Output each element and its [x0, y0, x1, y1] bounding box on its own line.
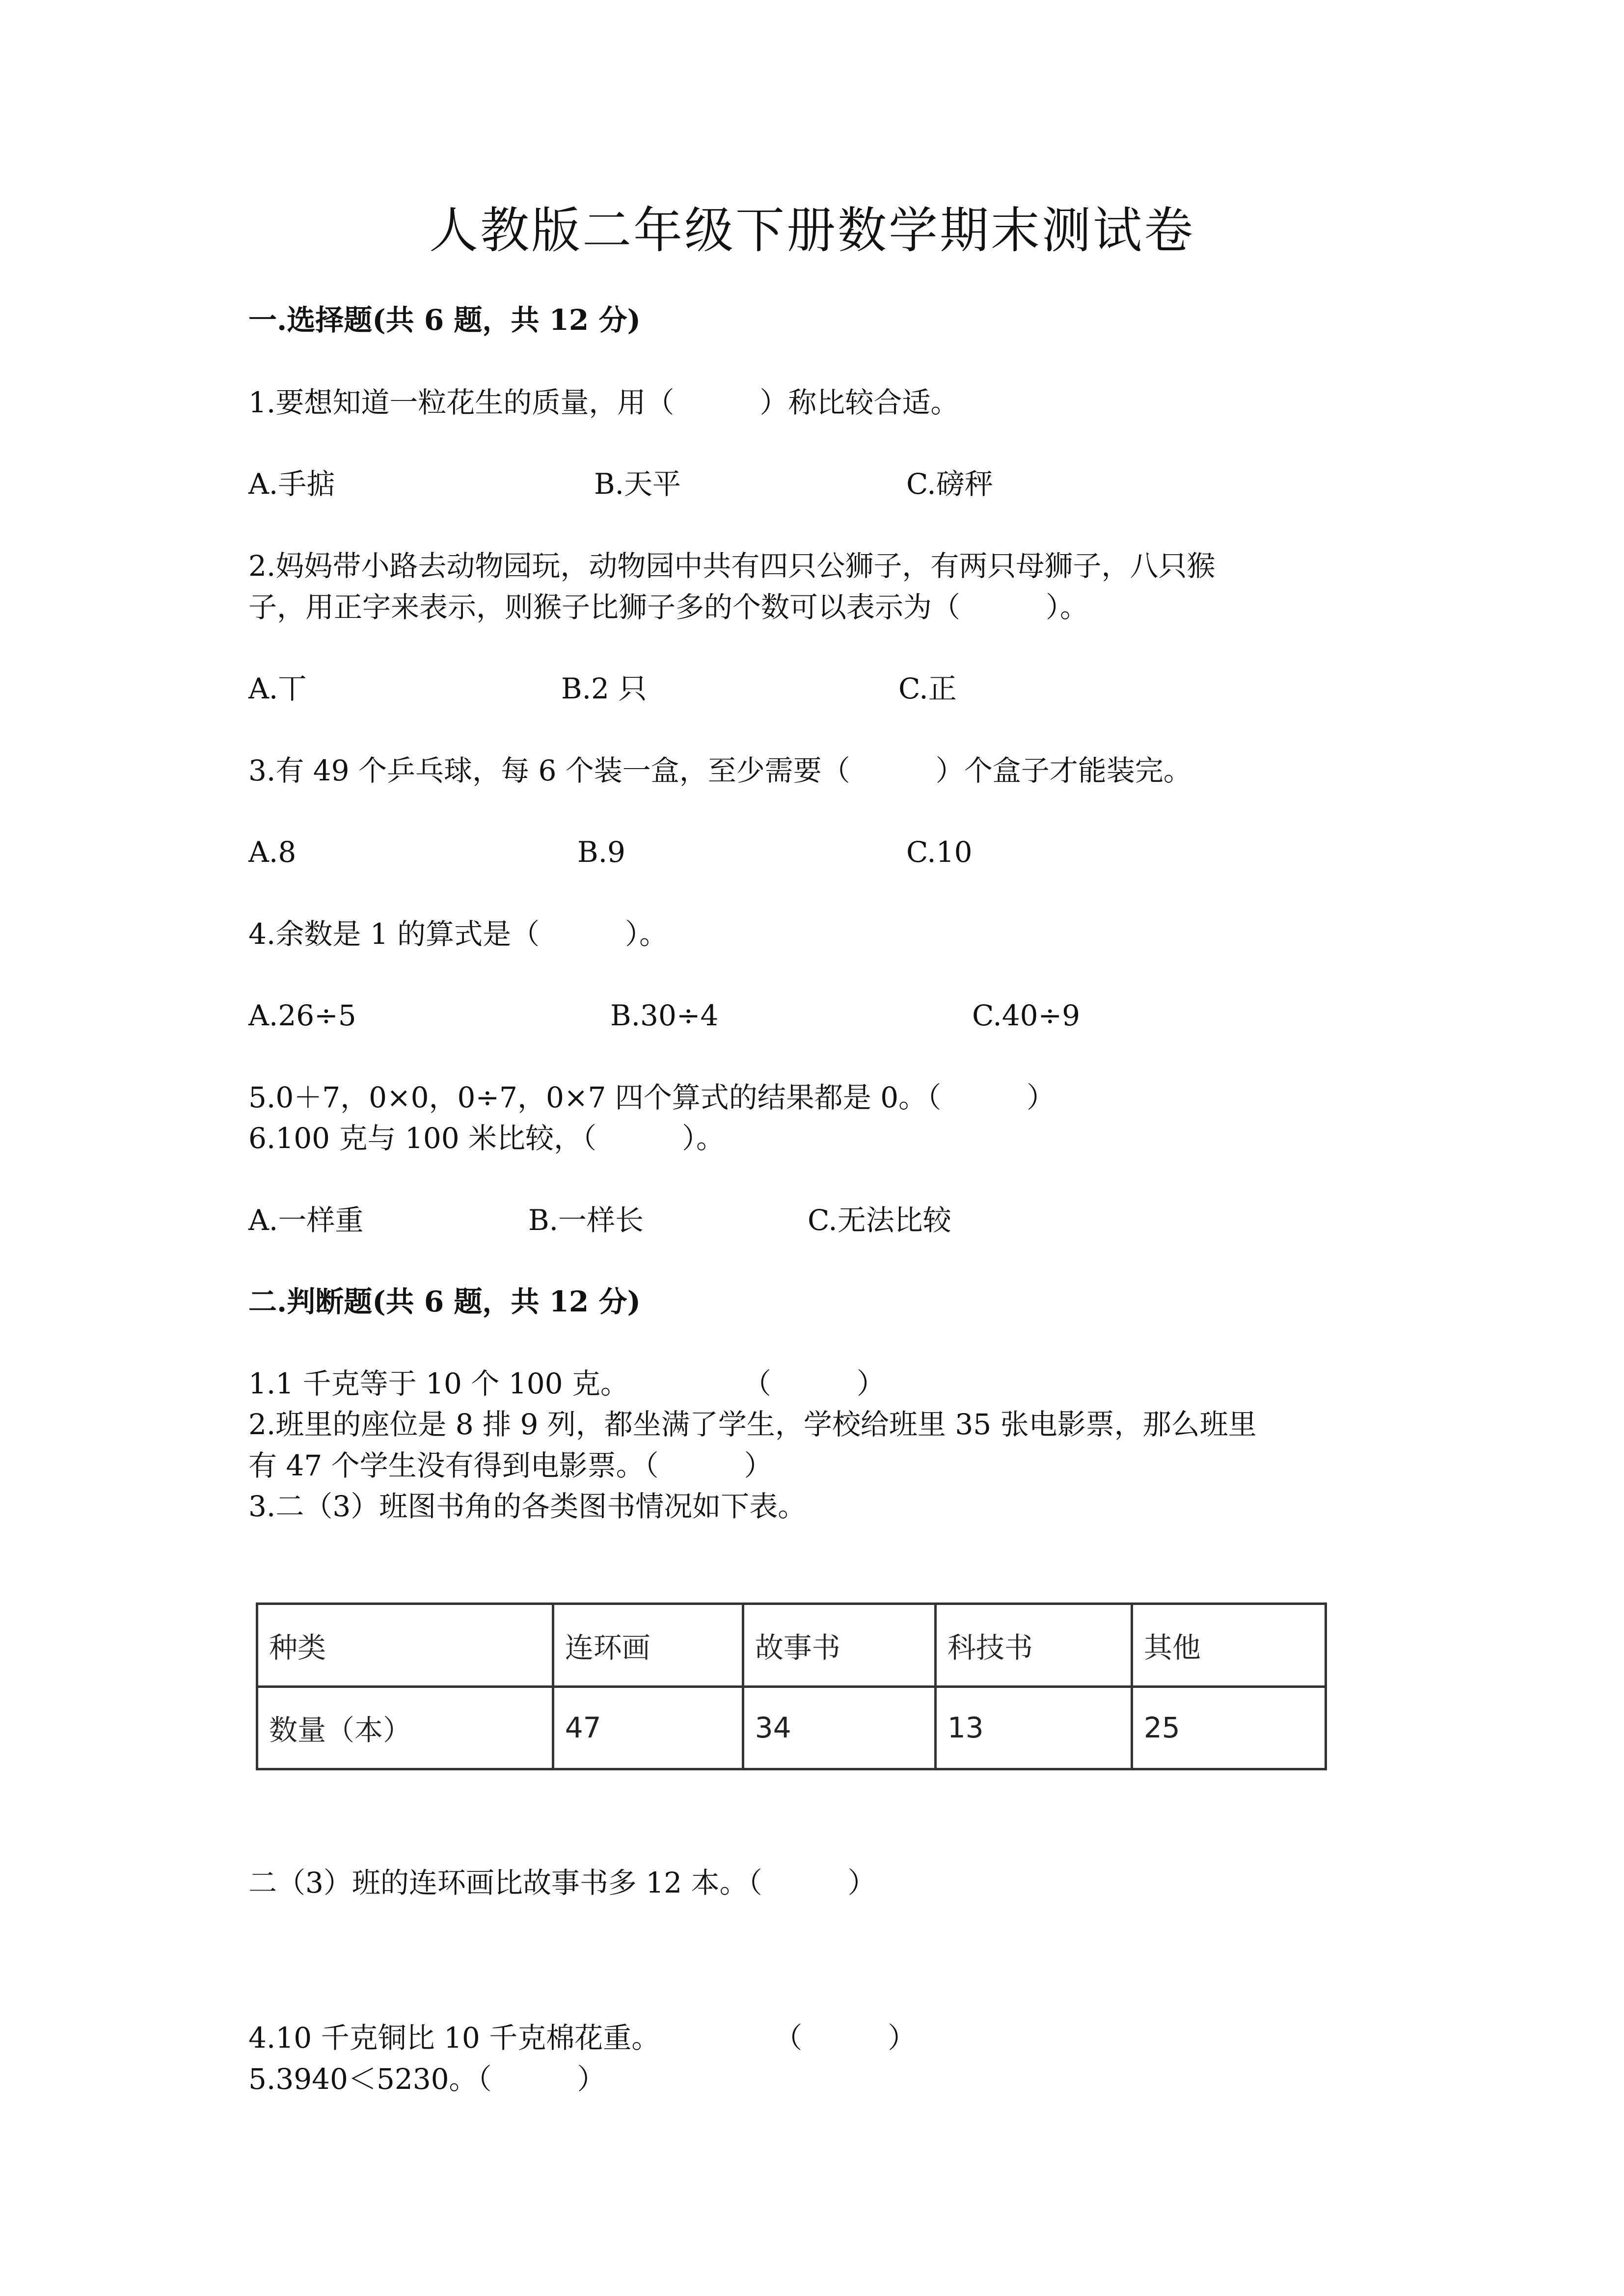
- q1-6-option-b: B.一样长: [528, 1203, 644, 1237]
- q1-3-option-c: C.10: [906, 835, 973, 869]
- q1-1-option-a: A.手掂: [248, 467, 335, 501]
- q1-4-option-b: B.30÷4: [610, 999, 719, 1032]
- question-2-3-statement: 二（3）班的连环画比故事书多 12 本。（ ）: [248, 1866, 876, 1899]
- table-row: [257, 1686, 1326, 1769]
- question-2-2-line-2: 有 47 个学生没有得到电影票。（ ）: [248, 1449, 773, 1482]
- table-cell: 47: [553, 1686, 743, 1769]
- question-1-2-line-2: 子，用正字来表示，则猴子比狮子多的个数可以表示为（ ）。: [248, 590, 1089, 624]
- question-1-4: 4.余数是 1 的算式是（ ）。: [248, 917, 668, 951]
- q1-1-option-c: C.磅秤: [906, 467, 993, 501]
- q1-1-option-b: B.天平: [594, 467, 681, 501]
- q1-2-option-c: C.正: [898, 672, 957, 705]
- question-2-1: 1.1 千克等于 10 个 100 克。 （ ）: [248, 1367, 885, 1400]
- table-header-cell: 科技书: [935, 1604, 1132, 1687]
- table-header-cell: 故事书: [743, 1604, 935, 1687]
- q1-4-option-a: A.26÷5: [248, 999, 356, 1032]
- q1-3-option-b: B.9: [577, 835, 625, 869]
- q1-6-option-a: A.一样重: [248, 1203, 364, 1237]
- q1-6-option-c: C.无法比较: [808, 1203, 951, 1237]
- section-1-heading: 一.选择题(共 6 题，共 12 分): [248, 303, 641, 337]
- q1-3-option-a: A.8: [248, 835, 297, 869]
- table-header-cell: 其他: [1132, 1604, 1326, 1687]
- table-cell: 25: [1132, 1686, 1326, 1769]
- table-cell: 34: [743, 1686, 935, 1769]
- section-2-heading: 二.判断题(共 6 题，共 12 分): [248, 1285, 641, 1318]
- question-1-1: 1.要想知道一粒花生的质量，用（ ）称比较合适。: [248, 386, 959, 419]
- question-2-3: 3.二（3）班图书角的各类图书情况如下表。: [248, 1490, 807, 1523]
- question-1-6: 6.100 克与 100 米比较，（ ）。: [248, 1121, 725, 1155]
- table-header-cell: 种类: [257, 1604, 553, 1687]
- table-cell: 13: [935, 1686, 1132, 1769]
- book-table: [256, 1602, 1327, 1770]
- table-cell: 数量（本）: [257, 1686, 553, 1769]
- page-title: 人教版二年级下册数学期末测试卷: [429, 202, 1195, 259]
- question-2-2-line-1: 2.班里的座位是 8 排 9 列，都坐满了学生，学校给班里 35 张电影票，那么班里: [248, 1408, 1257, 1441]
- question-1-5: 5.0＋7，0×0，0÷7，0×7 四个算式的结果都是 0。（ ）: [248, 1081, 1056, 1114]
- table-header-row: [257, 1604, 1326, 1687]
- question-1-2-line-1: 2.妈妈带小路去动物园玩，动物园中共有四只公狮子，有两只母狮子，八只猴: [248, 549, 1216, 583]
- q1-2-option-b: B.2 只: [561, 672, 647, 705]
- q1-4-option-c: C.40÷9: [972, 999, 1081, 1032]
- question-2-5: 5.3940＜5230。（ ）: [248, 2062, 606, 2096]
- table-header-cell: 连环画: [553, 1604, 743, 1687]
- question-2-4: 4.10 千克铜比 10 千克棉花重。 （ ）: [248, 2021, 917, 2055]
- question-1-3: 3.有 49 个乒乓球，每 6 个装一盒，至少需要（ ）个盒子才能装完。: [248, 754, 1192, 787]
- q1-2-option-a: A.丅: [248, 672, 307, 705]
